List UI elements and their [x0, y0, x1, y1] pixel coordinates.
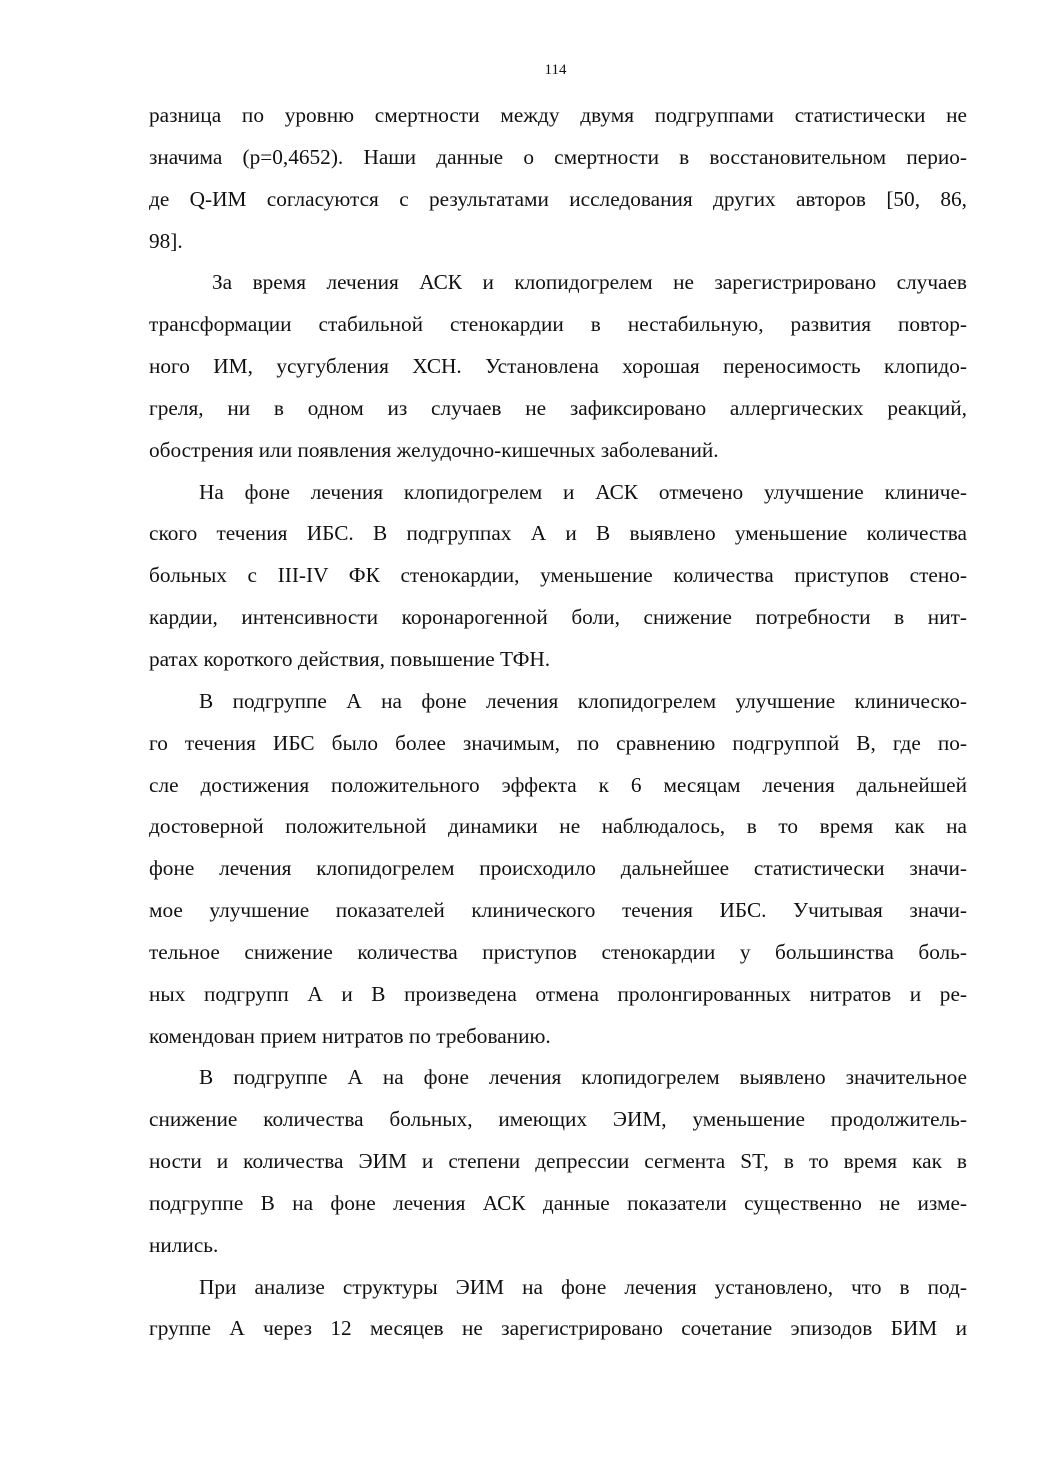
text-line: значима (p=0,4652). Наши данные о смертности в восстановительном перио- — [149, 144, 967, 169]
text-line: греля, ни в одном из случаев не зафиксировано аллергических реакций, — [149, 395, 967, 420]
text-line: ского течения ИБС. В подгруппах А и В выявлено уменьшение количества — [149, 521, 967, 546]
text-line: За время лечения АСК и клопидогрелем не зарегистрировано случаев — [212, 270, 967, 295]
paragraph-1 — [149, 95, 967, 262]
text-line: тельное снижение количества приступов стенокардии у большинства боль- — [149, 939, 967, 964]
text-line: В подгруппе А на фоне лечения клопидогрелем улучшение клиническо- — [199, 688, 967, 713]
text-line: ных подгрупп А и В произведена отмена пролонгированных нитратов и ре- — [149, 981, 967, 1006]
text-line: обострения или появления желудочно-кишечных заболеваний. — [149, 437, 719, 462]
paragraph-2 — [149, 262, 967, 471]
text-line: подгруппе В на фоне лечения АСК данные показатели существенно не изме- — [149, 1190, 967, 1215]
text-line: кардии, интенсивности коронарогенной боли, снижение потребности в нит- — [149, 605, 967, 630]
text-line: группе А через 12 месяцев не зарегистрировано сочетание эпизодов БИМ и — [149, 1316, 967, 1341]
text-line: 98]. — [149, 228, 183, 253]
text-line: мое улучшение показателей клинического течения ИБС. Учитывая значи- — [149, 898, 967, 923]
text-line: фоне лечения клопидогрелем происходило дальнейшее статистически значи- — [149, 856, 967, 881]
text-line: де Q-ИМ согласуются с результатами исследования других авторов [50, 86, — [149, 186, 967, 211]
paragraph-5 — [149, 1057, 967, 1266]
text-line: снижение количества больных, имеющих ЭИМ, уменьшение продолжитель- — [149, 1107, 967, 1132]
text-line: нились. — [149, 1232, 219, 1257]
text-line: ности и количества ЭИМ и степени депрессии сегмента ST, в то время как в — [149, 1149, 967, 1174]
text-line: При анализе структуры ЭИМ на фоне лечения установлено, что в под- — [199, 1274, 967, 1299]
text-line: го течения ИБС было более значимым, по сравнению подгруппой В, где по- — [149, 730, 967, 755]
text-line: сле достижения положительного эффекта к 6 месяцам лечения дальнейшей — [149, 772, 967, 797]
paragraph-3 — [149, 472, 967, 681]
text-line: комендован прием нитратов по требованию. — [149, 1023, 551, 1048]
text-line: трансформации стабильной стенокардии в нестабильную, развития повтор- — [149, 312, 967, 337]
paragraph-4 — [149, 681, 967, 1058]
text-line: больных с III-IV ФК стенокардии, уменьшение количества приступов стено- — [149, 563, 967, 588]
text-line: На фоне лечения клопидогрелем и АСК отмечено улучшение клиниче- — [199, 479, 967, 504]
text-line: разница по уровню смертности между двумя подгруппами статистически не — [149, 103, 967, 127]
text-line: ного ИМ, усугубления ХСН. Установлена хорошая переносимость клопидо- — [149, 354, 967, 379]
text-line: В подгруппе А на фоне лечения клопидогрелем выявлено значительное — [199, 1065, 967, 1090]
text-line: ратах короткого действия, повышение ТФН. — [149, 646, 551, 671]
page-number: 114 — [544, 62, 567, 78]
paragraph-6 — [149, 1267, 967, 1351]
body-text — [149, 95, 967, 1350]
text-line: достоверной положительной динамики не наблюдалось, в то время как на — [149, 814, 967, 839]
